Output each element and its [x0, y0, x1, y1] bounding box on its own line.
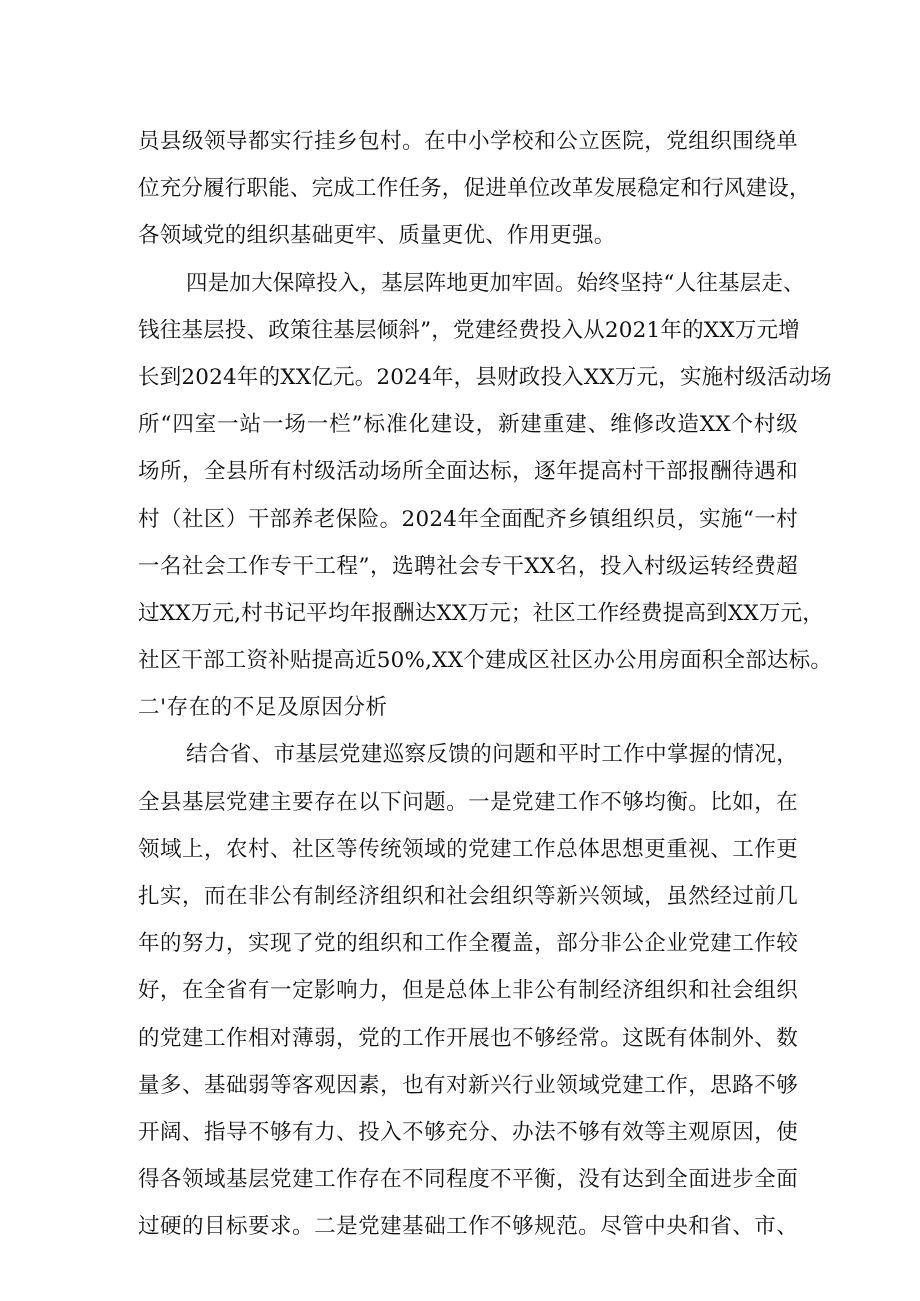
text-line: 长到2024年的XX亿元。2024年，县财政投入XX万元，实施村级活动场 [138, 364, 832, 390]
paragraph-start-line: 结合省、市基层党建巡察反馈的问题和平时工作中掌握的情况， [186, 742, 798, 768]
paragraph-start-line: 四是加大保障投入，基层阵地更加牢固。始终坚持“人往基层走、 [186, 270, 805, 296]
text-line: 得各领域基层党建工作存在不同程度不平衡，没有达到全面进步全面 [138, 1167, 798, 1193]
text-line: 所“四室一站一场一栏”标准化建设，新建重建、维修改造XX个村级 [138, 412, 798, 438]
text-line: 过硬的目标要求。二是党建基础工作不够规范。尽管中央和省、市、 [138, 1214, 798, 1240]
section-heading: 二'存在的不足及原因分析 [138, 695, 388, 721]
text-line: 员县级领导都实行挂乡包村。在中小学校和公立医院，党组织围绕单 [138, 129, 798, 154]
text-line: 扎实，而在非公有制经济组织和社会组织等新兴领域，虽然经过前几 [138, 884, 798, 909]
text-line: 年的努力，实现了党的组织和工作全覆盖，部分非公企业党建工作较 [138, 931, 798, 957]
text-line: 钱往基层投、政策往基层倾斜”，党建经费投入从2021年的XX万元增 [138, 317, 800, 343]
text-line: 位充分履行职能、完成工作任务，促进单位改革发展稳定和行风建设， [138, 176, 811, 202]
text-line: 量多、基础弱等客观因素，也有对新兴行业领域党建工作，思路不够 [138, 1072, 798, 1098]
text-line: 社区干部工资补贴提高近50%,XX个建成区社区办公用房面积全部达标。 [138, 648, 833, 674]
text-line: 好，在全省有一定影响力，但是总体上非公有制经济组织和社会组织 [138, 978, 798, 1004]
text-line: 各领域党的组织基础更牢、质量更优、作用更强。 [138, 223, 616, 249]
text-line: 领域上，农村、社区等传统领域的党建工作总体思想更重视、工作更 [138, 836, 798, 862]
text-line: 全县基层党建主要存在以下问题。一是党建工作不够均衡。比如，在 [138, 789, 798, 815]
text-line: 一名社会工作专干工程”，选聘社会专干XX名，投入村级运转经费超 [138, 553, 798, 579]
text-line: 过XX万元,村书记平均年报酬达XX万元；社区工作经费提高到XX万元， [138, 600, 824, 626]
text-line: 场所，全县所有村级活动场所全面达标，逐年提高村干部报酬待遇和 [138, 459, 798, 485]
body-text [138, 118, 833, 1251]
text-line: 村（社区）干部养老保险。2024年全面配齐乡镇组织员，实施“一村 [138, 506, 798, 532]
text-line: 的党建工作相对薄弱，党的工作开展也不够经常。这既有体制外、数 [138, 1025, 798, 1051]
text-line: 开阔、指导不够有力、投入不够充分、办法不够有效等主观原因，使 [138, 1119, 798, 1145]
